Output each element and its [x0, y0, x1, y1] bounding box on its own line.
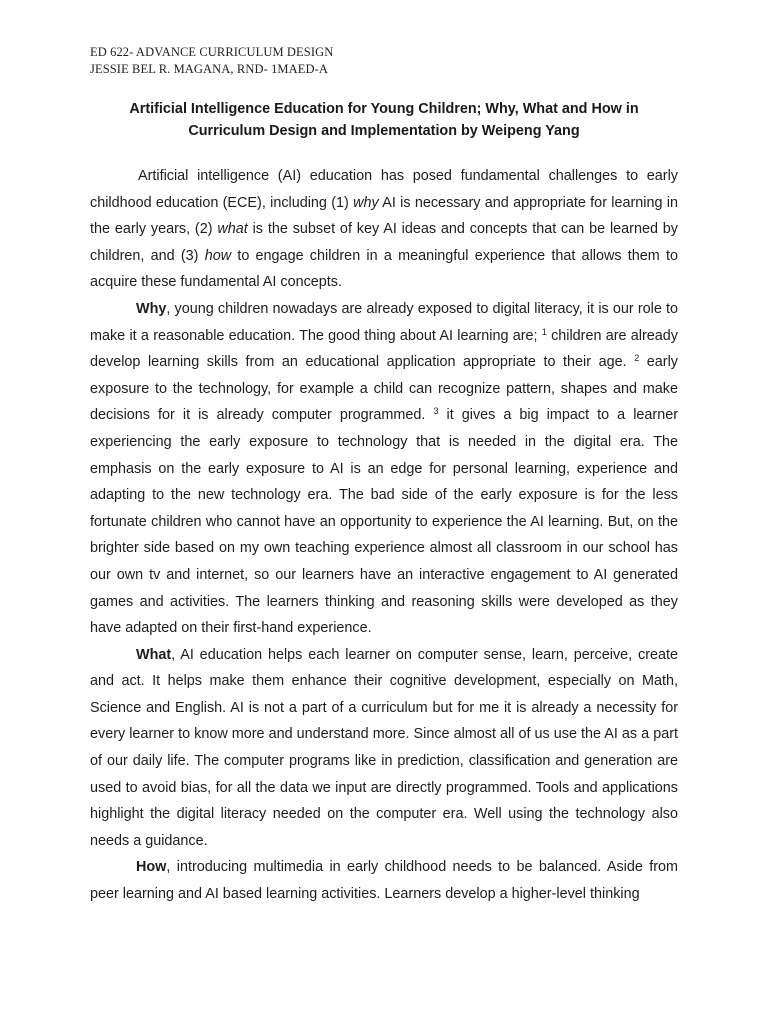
document-title: [90, 98, 678, 142]
footnote-marker-3: 3: [433, 406, 439, 417]
title-line-2: Curriculum Design and Implementation by Weipeng Yang: [188, 123, 580, 139]
how-heading: How: [136, 859, 167, 876]
what-heading: What: [136, 646, 172, 663]
footnote-marker-1: 1: [541, 326, 547, 337]
intro-text-2: AI is necessary and appropriate for learning in the early years, (2): [90, 194, 679, 238]
intro-paragraph: [90, 163, 678, 296]
why-paragraph: [90, 296, 678, 642]
what-text: , AI education helps each learner on computer sense, learn, perceive, create and act. It helps make them enhance their cognitive development, especially on Math, Science and English. AI is not a part of a curriculum but for me it is already a necessity for every learner to know more and understand more. Since almost all of us use the AI as a part of our daily life. The computer programs like in prediction, classification and generation are used to avoid bias, for all the data we input are directly programmed. Tools and applications highlight the digital literacy needed on the computer era. Well using the technology also needs a guidance.: [90, 646, 678, 849]
intro-what-term: what: [217, 221, 248, 238]
how-paragraph: [90, 854, 678, 907]
intro-text-3: is the subset of key AI ideas and concepts that can be learned by children, and (3): [90, 221, 678, 264]
why-text-1: , young children nowadays are already exposed to digital literacy, it is our role to make it a reasonable education. The good thing about AI learning are;: [90, 300, 678, 344]
why-text-3: early exposure to the technology, for example a child can recognize pattern, shapes and make decisions for it is already computer programmed.: [90, 354, 678, 424]
course-line: ED 622- ADVANCE CURRICULUM DESIGN: [90, 45, 334, 59]
intro-text-1: Artificial intelligence (AI) education has posed fundamental challenges to early childhood education (ECE), including (1): [90, 168, 678, 211]
why-heading: Why: [136, 300, 167, 317]
intro-text-4: to engage children in a meaningful experience that allows them to acquire these fundamental AI concepts.: [90, 247, 678, 291]
document-body: [90, 163, 678, 908]
title-line-1: Artificial Intelligence Education for Young Children; Why, What and How in: [129, 101, 639, 117]
how-text: , introducing multimedia in early childhood needs to be balanced. Aside from peer learning and AI based learning activities. Learners develop a higher-level thinking: [90, 859, 678, 903]
why-text-4: it gives a big impact to a learner experiencing the early exposure to technology that is needed in the digital era. The emphasis on the early exposure to AI is an edge for personal learning, experience and adapting to the new technology era. The bad side of the early exposure is for the less fortunate children who cannot have an opportunity to experience the AI learning. But, on the brighter side based on my own teaching experience almost all classroom in our school has our own tv and internet, so our learners have an interactive engagement to AI generated games and activities. The learners thinking and reasoning skills were developed as they have adapted on their first-hand experience.: [90, 407, 678, 637]
why-text-2: children are already develop learning skills from an educational application appropriate to their age.: [90, 327, 678, 371]
document-header: [90, 44, 333, 78]
what-paragraph: [90, 642, 678, 855]
footnote-marker-2: 2: [634, 353, 640, 364]
intro-why-term: why: [353, 194, 379, 211]
author-line: JESSIE BEL R. MAGANA, RND- 1MAED-A: [90, 62, 329, 76]
intro-how-term: how: [204, 247, 232, 264]
